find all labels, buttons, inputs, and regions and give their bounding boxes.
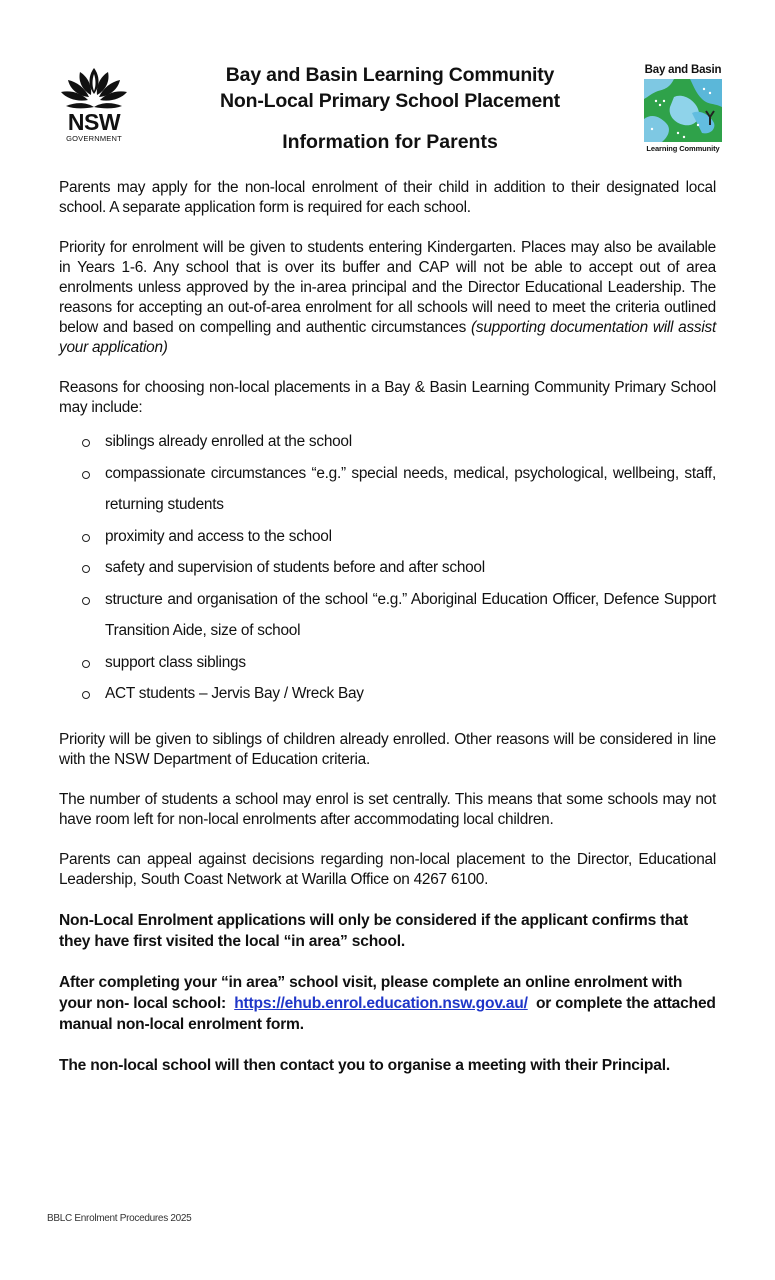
paragraph-priority [59, 238, 716, 358]
waratah-icon [58, 66, 130, 110]
supporting-documentation-note: (supporting documentation will assist your application) [59, 319, 716, 356]
paragraph-enrolment-numbers: The number of students a school may enrol is set centrally. This means that some schools may not have room left for non-local enrolments after accommodating local children. [59, 790, 716, 828]
nsw-government-logo [58, 66, 130, 146]
notice-online-enrolment [59, 972, 716, 1035]
list-item: compassionate circumstances “e.g.” special needs, medical, psychological, wellbeing, staff, returning students [59, 458, 716, 521]
paragraph-sibling-priority: Priority will be given to siblings of children already enrolled. Other reasons will be considered in line with the NSW Department of Education criteria. [59, 730, 716, 768]
priority-text: Priority for enrolment will be given to students entering Kindergarten. Places may also be available in Years 1-6. Any school that is over its buffer and CAP will not be able to accept out of area enrolments unless approved by the in-area principal and the Director Educational Leadership. The reasons for accepting an out-of-area enrolment for all schools will need to meet the criteria outlined below and based on compelling and authentic circumstances [59, 239, 716, 336]
document-body [59, 178, 716, 1096]
reasons-list [59, 426, 716, 710]
bbl-logo-top-text: Bay and Basin [644, 64, 722, 76]
online-enrolment-text: After completing your “in area” school visit, please complete an online enrolment with your non- local school: [59, 973, 683, 1012]
bay-and-basin-logo [640, 63, 726, 157]
list-item: support class siblings [59, 647, 716, 679]
nsw-government-label: GOVERNMENT [66, 134, 122, 143]
footer-document-id: BBLC Enrolment Procedures 2025 [47, 1213, 192, 1224]
manual-form-text: or complete the attached manual non-local enrolment form. [59, 994, 716, 1033]
list-item: proximity and access to the school [59, 521, 716, 553]
title-line-2: Non-Local Primary School Placement [220, 90, 560, 112]
nsw-wordmark: NSW [67, 109, 121, 135]
document-title-block [170, 62, 610, 154]
bbl-logo-artwork-icon [644, 79, 722, 142]
title-line-1: Bay and Basin Learning Community [225, 64, 555, 86]
paragraph-application: Parents may apply for the non-local enrolment of their child in addition to their designated local school. A separate application form is required for each school. [59, 179, 716, 216]
notice-visit-local-school: Non-Local Enrolment applications will only be considered if the applicant confirms that they have first visited the local “in area” school. [59, 911, 688, 950]
ehub-enrolment-link[interactable]: https://ehub.enrol.education.nsw.gov.au/ [234, 994, 528, 1012]
notice-principal-meeting: The non-local school will then contact you to organise a meeting with their Principal. [59, 1056, 670, 1074]
paragraph-appeals: Parents can appeal against decisions regarding non-local placement to the Director, Educational Leadership, South Coast Network at Warilla Office on 4267 6100. [59, 850, 716, 888]
document-subtitle: Information for Parents [282, 131, 498, 153]
reasons-intro: Reasons for choosing non-local placements in a Bay & Basin Learning Community Primary School may include: [59, 379, 716, 416]
list-item: structure and organisation of the school “e.g.” Aboriginal Education Officer, Defence Support Transition Aide, size of school [59, 584, 716, 647]
list-item: ACT students – Jervis Bay / Wreck Bay [59, 678, 716, 710]
bbl-logo-bottom-text: Learning Community [646, 144, 720, 153]
list-item: siblings already enrolled at the school [59, 426, 716, 458]
list-item: safety and supervision of students before and after school [59, 552, 716, 584]
